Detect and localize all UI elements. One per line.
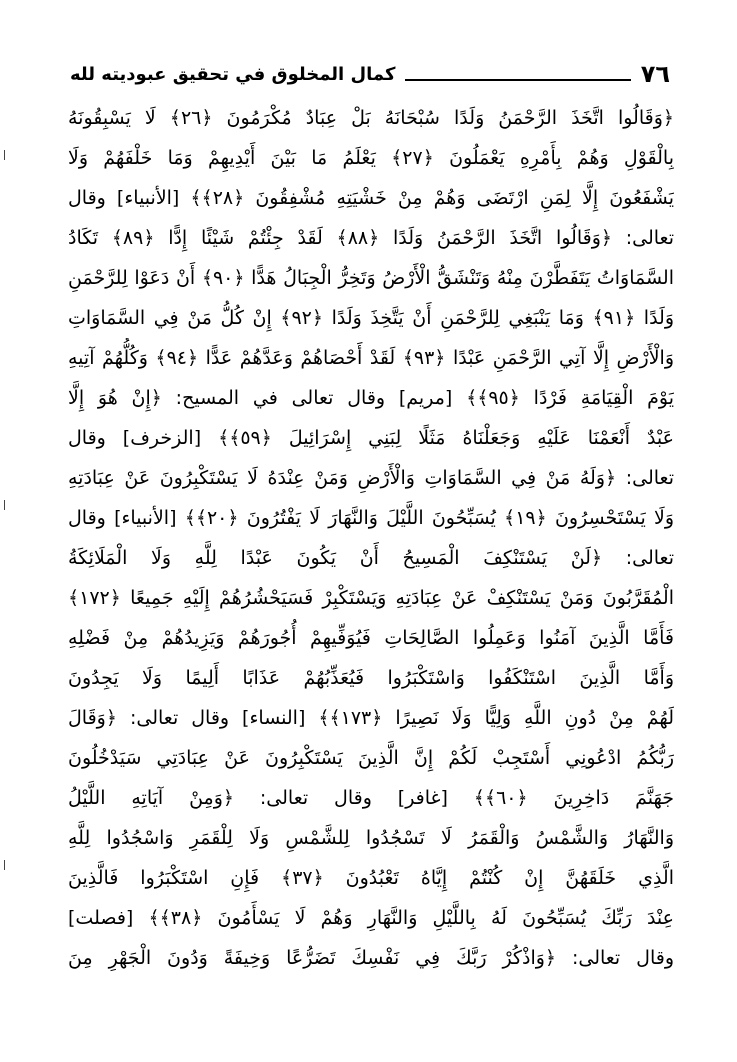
text-line: السَّمَاوَاتُ يَتَفَطَّرْنَ مِنْهُ وَتَنْشَقُّ الْأَرْضُ وَتَخِرُّ الْجِبَالُ هَدًّا ﴿٩٠﴾ أَنْ دَعَوْا لِلرَّحْمَنِ <box>68 267 674 289</box>
text-line: الَّذِي خَلَقَهُنَّ إِنْ كُنْتُمْ إِيَّاهُ تَعْبُدُونَ ﴿٣٧﴾ فَإِنِ اسْتَكْبَرُوا فَالَّذِينَ <box>68 867 674 889</box>
text-line: وَالنَّهَارُ وَالشَّمْسُ وَالْقَمَرُ لَا تَسْجُدُوا لِلشَّمْسِ وَلَا لِلْقَمَرِ وَاسْجُدُوا لِلَّهِ <box>68 827 674 849</box>
text-line: يَشْفَعُونَ إِلَّا لِمَنِ ارْتَضَى وَهُمْ مِنْ خَشْيَتِهِ مُشْفِقُونَ ﴿٢٨﴾﴾ [الأنبياء] وقال <box>68 187 674 209</box>
text-line: يَوْمَ الْقِيَامَةِ فَرْدًا ﴿٩٥﴾﴾ [مريم] وقال تعالى في المسيح: ﴿إِنْ هُوَ إِلَّا <box>68 387 674 409</box>
text-line: وَالْأَرْضِ إِلَّا آتِي الرَّحْمَنِ عَبْدًا ﴿٩٣﴾ لَقَدْ أَحْصَاهُمْ وَعَدَّهُمْ عَدًّا ﴿٩٤﴾ وَكُلُّهُمْ آتِيهِ <box>68 347 674 369</box>
text-line: وَلَا يَسْتَحْسِرُونَ ﴿١٩﴾ يُسَبِّحُونَ اللَّيْلَ وَالنَّهَارَ لَا يَفْتُرُونَ ﴿٢٠﴾﴾ [الأنبياء] وقال <box>68 507 674 529</box>
text-line: الْمُقَرَّبُونَ وَمَنْ يَسْتَنْكِفْ عَنْ عِبَادَتِهِ وَيَسْتَكْبِرْ فَسَيَحْشُرُهُمْ إِلَيْهِ جَمِيعًا ﴿١٧٢﴾ <box>68 587 674 609</box>
text-line: تعالى: ﴿وَقَالُوا اتَّخَذَ الرَّحْمَنُ وَلَدًا ﴿٨٨﴾ لَقَدْ جِئْتُمْ شَيْئًا إِدًّا ﴿٨٩﴾ تَكَادُ <box>68 227 674 249</box>
text-line: تعالى: ﴿وَلَهُ مَنْ فِي السَّمَاوَاتِ وَالْأَرْضِ وَمَنْ عِنْدَهُ لَا يَسْتَكْبِرُونَ عَنْ عِبَادَتِهِ <box>68 467 674 489</box>
text-line: تعالى: ﴿لَنْ يَسْتَنْكِفَ الْمَسِيحُ أَنْ يَكُونَ عَبْدًا لِلَّهِ وَلَا الْمَلَائِكَةُ <box>68 547 674 569</box>
text-line: لَهُمْ مِنْ دُونِ اللَّهِ وَلِيًّا وَلَا نَصِيرًا ﴿١٧٣﴾﴾ [النساء] وقال تعالى: ﴿وَقَالَ <box>68 707 674 729</box>
text-line: عِنْدَ رَبِّكَ يُسَبِّحُونَ لَهُ بِاللَّيْلِ وَالنَّهَارِ وَهُمْ لَا يَسْأَمُونَ ﴿٣٨﴾﴾ [فصلت] <box>68 907 674 929</box>
text-line: رَبُّكُمُ ادْعُونِي أَسْتَجِبْ لَكُمْ إِنَّ الَّذِينَ يَسْتَكْبِرُونَ عَنْ عِبَادَتِي سَيَدْخُلُونَ <box>68 747 674 769</box>
body-text <box>68 98 674 978</box>
text-line: بِالْقَوْلِ وَهُمْ بِأَمْرِهِ يَعْمَلُونَ ﴿٢٧﴾ يَعْلَمُ مَا بَيْنَ أَيْدِيهِمْ وَمَا خَلْفَهُمْ وَلَا <box>68 147 674 169</box>
text-line: وَلَدًا ﴿٩١﴾ وَمَا يَنْبَغِي لِلرَّحْمَنِ أَنْ يَتَّخِذَ وَلَدًا ﴿٩٢﴾ إِنْ كُلُّ مَنْ فِي السَّمَاوَاتِ <box>68 307 674 329</box>
running-title: كمال المخلوق في تحقيق عبوديته لله <box>70 63 396 85</box>
header-rule <box>405 79 630 81</box>
page-number: ٧٦ <box>640 60 670 88</box>
text-line: وَأَمَّا الَّذِينَ اسْتَنْكَفُوا وَاسْتَكْبَرُوا فَيُعَذِّبُهُمْ عَذَابًا أَلِيمًا وَلَا يَجِدُونَ <box>68 667 674 689</box>
page-header <box>70 56 670 92</box>
scan-edge-mark <box>4 500 5 510</box>
scan-edge-mark <box>4 860 5 870</box>
scan-edge-mark <box>4 150 5 160</box>
text-line: ﴿وَقَالُوا اتَّخَذَ الرَّحْمَنُ وَلَدًا سُبْحَانَهُ بَلْ عِبَادٌ مُكْرَمُونَ ﴿٢٦﴾ لَا يَسْبِقُونَهُ <box>68 107 674 129</box>
text-line: وقال تعالى: ﴿وَاذْكُرْ رَبَّكَ فِي نَفْسِكَ تَضَرُّعًا وَخِيفَةً وَدُونَ الْجَهْرِ مِنَ <box>68 947 674 969</box>
text-line: عَبْدٌ أَنْعَمْنَا عَلَيْهِ وَجَعَلْنَاهُ مَثَلًا لِبَنِي إِسْرَائِيلَ ﴿٥٩﴾﴾ [الزخرف] وقال <box>68 427 674 449</box>
text-line: جَهَنَّمَ دَاخِرِينَ ﴿٦٠﴾﴾ [غافر] وقال تعالى: ﴿وَمِنْ آيَاتِهِ اللَّيْلُ <box>68 787 674 809</box>
text-line: فَأَمَّا الَّذِينَ آمَنُوا وَعَمِلُوا الصَّالِحَاتِ فَيُوَفِّيهِمْ أُجُورَهُمْ وَيَزِيدُهُمْ مِنْ فَضْلِهِ <box>68 627 674 649</box>
